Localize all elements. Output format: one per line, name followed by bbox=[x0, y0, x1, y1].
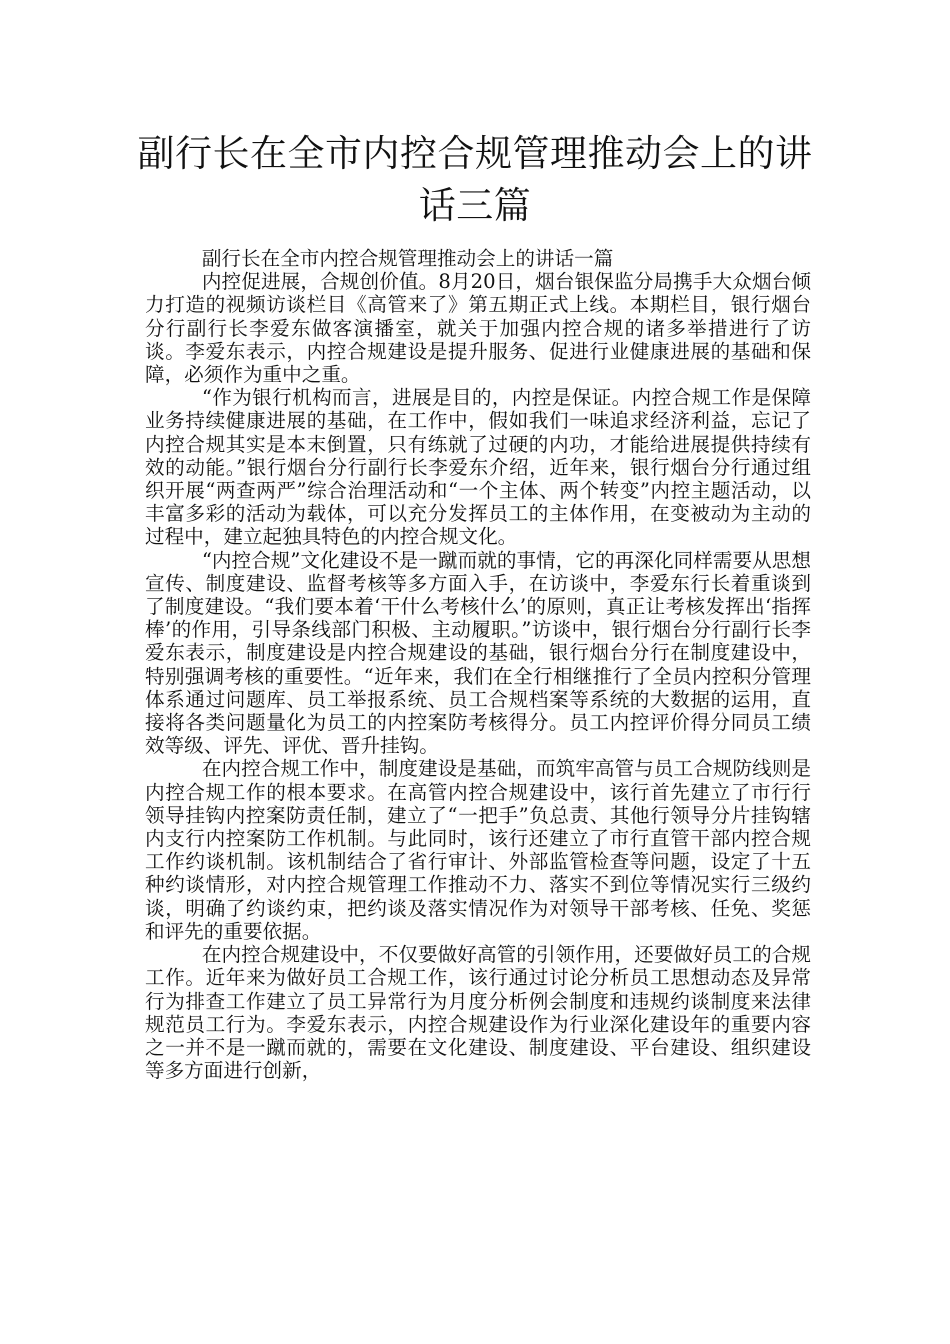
paragraph: 在内控合规工作中，制度建设是基础，而筑牢高管与员工合规防线则是内控合规工作的根本要求。在高管内控合规建设中，该行首先建立了市行行领导挂钩内控案防责任制，建立了“一把手”负总责、其他行领导分片挂钩辖内支行内控案防工作机制。与此同时，该行还建立了市行直管干部内控合规工作约谈机制。该机制结合了省行审计、外部监管检查等问题，设定了十五种约谈情形，对内控合规管理工作推动不力、落实不到位等情况实行三级约谈，明确了约谈约束，把约谈及落实情况作为对领导干部考核、任免、奖惩和评先的重要依据。 bbox=[145, 757, 811, 943]
paragraph: 内控促进展，合规创价值。8月20日，烟台银保监分局携手大众烟台倾力打造的视频访谈栏目《高管来了》第五期正式上线。本期栏目，银行烟台分行副行长李爱东做客演播室，就关于加强内控合规的诸多举措进行了访谈。李爱东表示，内控合规建设是提升服务、促进行业健康进展的基础和保障，必须作为重中之重。 bbox=[145, 270, 811, 387]
paragraph: “作为银行机构而言，进展是目的，内控是保证。内控合规工作是保障业务持续健康进展的基础，在工作中，假如我们一味追求经济利益，忘记了内控合规其实是本末倒置，只有练就了过硬的内功，才能给进展提供持续有效的动能。”银行烟台分行副行长李爱东介绍，近年来，银行烟台分行通过组织开展“两查两严”综合治理活动和“一个主体、两个转变”内控主题活动，以丰富多彩的活动为载体，可以充分发挥员工的主体作用，在变被动为主动的过程中，建立起独具特色的内控合规文化。 bbox=[145, 386, 811, 549]
paragraph: “内控合规”文化建设不是一蹴而就的事情，它的再深化同样需要从思想宣传、制度建设、监督考核等多方面入手，在访谈中，李爱东行长着重谈到了制度建设。“我们要本着‘干什么考核什么’的原则，真正让考核发挥出‘指挥棒’的作用，引导条线部门积极、主动履职。”访谈中，银行烟台分行副行长李爱东表示，制度建设是内控合规建设的基础，银行烟台分行在制度建设中，特别强调考核的重要性。“近年来，我们在全行相继推行了全员内控积分管理体系通过问题库、员工举报系统、员工合规档案等系统的大数据的运用，直接将各类问题量化为员工的内控案防考核得分。员工内控评价得分同员工绩效等级、评先、评优、晋升挂钩。 bbox=[145, 548, 811, 758]
document-subtitle: 副行长在全市内控合规管理推动会上的讲话一篇 bbox=[201, 247, 614, 270]
paragraph: 在内控合规建设中，不仅要做好高管的引领作用，还要做好员工的合规工作。近年来为做好员工合规工作，该行通过讨论分析员工思想动态及异常行为排查工作建立了员工异常行为月度分析例会制度和违规约谈制度来法律规范员工行为。李爱东表示，内控合规建设作为行业深化建设年的重要内容之一并不是一蹴而就的，需要在文化建设、制度建设、平台建设、组织建设等多方面进行创新， bbox=[145, 943, 811, 1083]
document-title: 副行长在全市内控合规管理推动会上的讲话三篇 bbox=[137, 132, 813, 227]
document-body bbox=[145, 247, 811, 1082]
